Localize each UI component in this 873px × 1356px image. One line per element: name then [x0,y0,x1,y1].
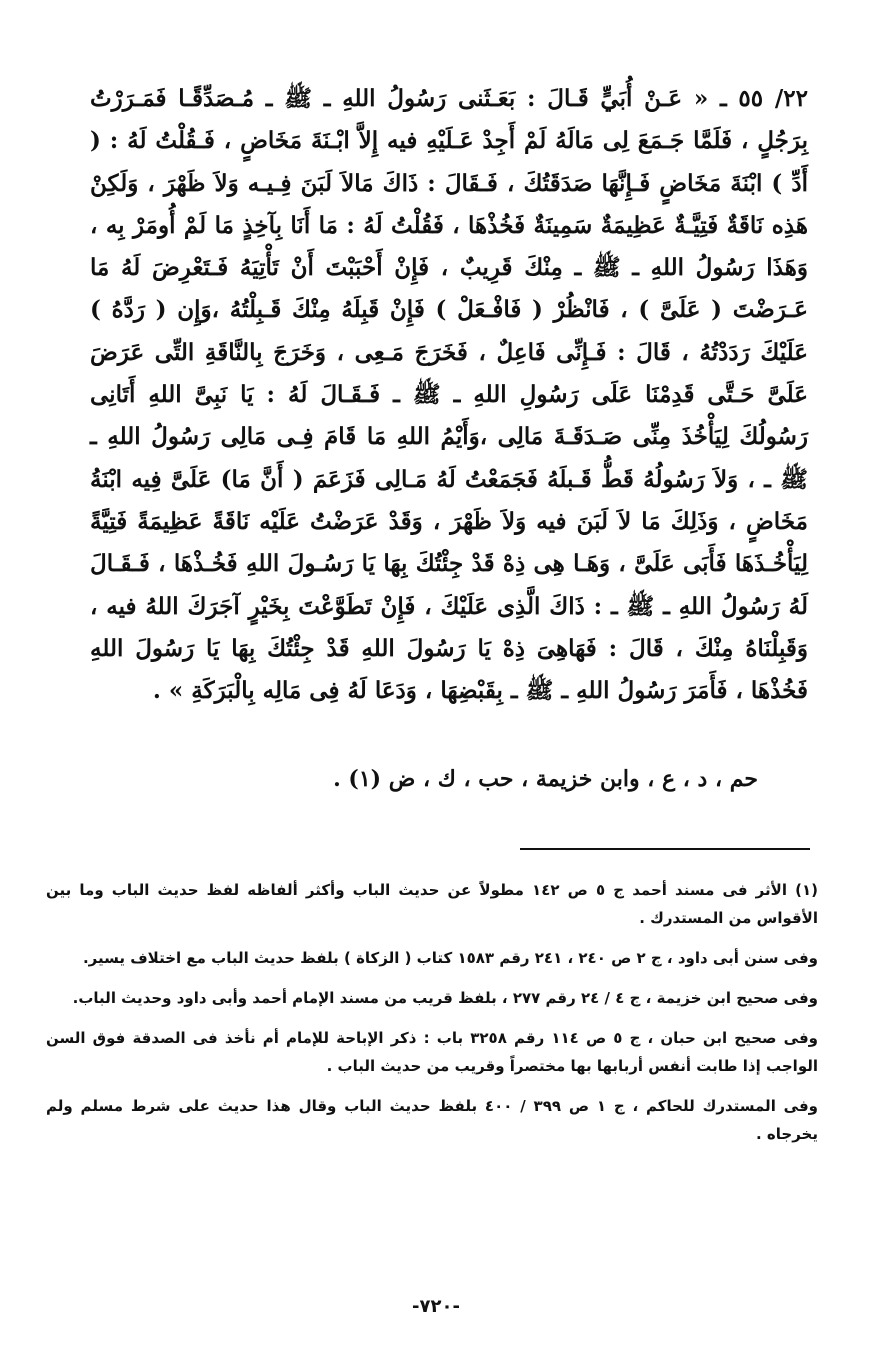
footnote-1: (١) الأثر فى مسند أحمد ج ٥ ص ١٤٢ مطولاً عن حديث الباب وأكثر ألفاظه لفظ حديث الباب وما بين الأقواس من المستدرك . [46,881,818,927]
footnote-ibn-khuzaymah: وفى صحيح ابن خزيمة ، ج ٤ / ٢٤ رقم ٢٧٧ ، بلفظ قريب من مسند الإمام أحمد وأبى داود وحديث الباب. [72,989,818,1007]
hadith-body [90,78,808,712]
page-number: -٧٢٠- [412,1296,460,1317]
footnotes [46,876,818,1160]
footnote-divider [520,848,810,850]
footnote-abu-dawud: وفى سنن أبى داود ، ج ٢ ص ٢٤٠ ، ٢٤١ رقم ١٥٨٣ كتاب ( الزكاة ) بلفظ حديث الباب مع اختلاف يسير. [82,949,818,967]
footnote-mustadrak: وفى المستدرك للحاكم ، ج ١ ص ٣٩٩ / ٤٠٠ بلفظ حديث الباب وقال هذا حديث على شرط مسلم ولم يخرجاه . [46,1097,818,1143]
hadith-text: ٢٢/ ٥٥ ـ « عَـنْ أُبَيٍّ قَـالَ : بَعَـثَنى رَسُولُ اللهِ ـ ﷺ ـ مُـصَدِّقًـا فَمَـرَرْتُ بِرَجُلٍ ، فَلَمَّا جَـمَعَ لِى مَالَهُ لَمْ أَجِدْ عَـلَيْهِ فيه إِلاَّ ابْـنَةَ مَخَاضٍ ، فَـقُلْتُ لَهُ : ( أَدِّ ) ابْنَةَ مَخَاضٍ فَـإِنَّهَا صَدَقَتُكَ ، فَـقَالَ : ذَاكَ مَالاَ لَبَنَ فِـيـه وَلاَ ظَهْرَ ، وَلَكِنْ هَذِه نَاقَةٌ فَتِيَّـةٌ عَظِيمَةٌ سَمِينَةٌ فَخُذْهَا ، فَقُلْتُ لَهُ : مَا أَنَا بِآخِذٍ مَا لَمْ أُومَرْ بِه ، وَهَذَا رَسُولُ اللهِ ـ ﷺ ـ مِنْكَ قَرِيبٌ ، فَإِنْ أَحْبَبْتَ أَنْ تَأْتِيَهُ فَـتَعْرِضَ لَهُ مَا عَـرَضْتَ ( عَلَىَّ ) ، فَانْظُرْ ( فَافْـعَلْ ) فَإِنْ قَبِلَهُ مِنْكَ قَـبِلْتُهُ ،وَإِن ( رَدَّهُ ) عَلَيْكَ رَدَدْتُهُ ، قَالَ : فَـإِنِّى فَاعِلٌ ، فَخَرَجَ مَـعِى ، وَخَرَجَ بِالنَّاقَةِ التِّى عَرَضَ عَلَىَّ حَـتَّى قَدِمْنَا عَلَى رَسُولِ اللهِ ـ ﷺ ـ فَـقَـالَ لَهُ : يَا نَبِىَّ اللهِ أَتَانِى رَسُولُكَ لِيَأْخُذَ مِنِّى صَـدَقَـةَ مَالِى ،وَأَيْمُ اللهِ مَا قَامَ فِـى مَالِى رَسُولُ اللهِ ـ ﷺ ـ ، وَلاَ رَسُولُهُ قَطُّ قَـبلَهُ فَجَمَعْتُ لَهُ مَـالِى فَزَعَمَ ( أَنَّ مَا) عَلَىَّ فِيه ابْنَةُ مَخَاضٍ ، وَذَلِكَ مَا لاَ لَبَنَ فيه وَلاَ ظَهْرَ ، وَقَدْ عَرَضْتُ عَلَيْه نَاقَةً عَظِيمَةً فَتِيَّةً لِيَأْخُـذَهَا فَأَبَى عَلَىَّ ، وَهَـا هِى ذِهْ قَدْ جِئْتُكَ بِهَا يَا رَسُـولَ اللهِ فَخُـذْهَا ، فَـقَـالَ لَهُ رَسُولُ اللهِ ـ ﷺ ـ : ذَاكَ الَّذِى عَلَيْكَ ، فَإِنْ تَطَوَّعْتَ بِخَيْرٍ آجَرَكَ اللهُ فيه ، وَقَبِلْنَاهُ مِنْكَ ، قَالَ : فَهَاهِىَ ذِهْ يَا رَسُولَ اللهِ قَدْ جِئْتُكَ بِهَا يَا رَسُولَ اللهِ فَخُذْهَا ، فَأَمَرَ رَسُولُ اللهِ ـ ﷺ ـ بِقَبْضِهَا ، وَدَعَا لَهُ فِى مَالِه بِالْبَرَكَةِ » . [90,85,808,705]
sources-line: حم ، د ، ع ، وابن خزيمة ، حب ، ك ، ض (١) . [333,766,758,792]
footnote-ibn-hibban: وفى صحيح ابن حبان ، ج ٥ ص ١١٤ رقم ٣٢٥٨ باب : ذكر الإباحة للإمام أم نأخذ فى الصدقة فوق السن الواجب إذا طابت أنفس أربابها بها مختصراً وقريب من حديث الباب . [46,1029,819,1075]
